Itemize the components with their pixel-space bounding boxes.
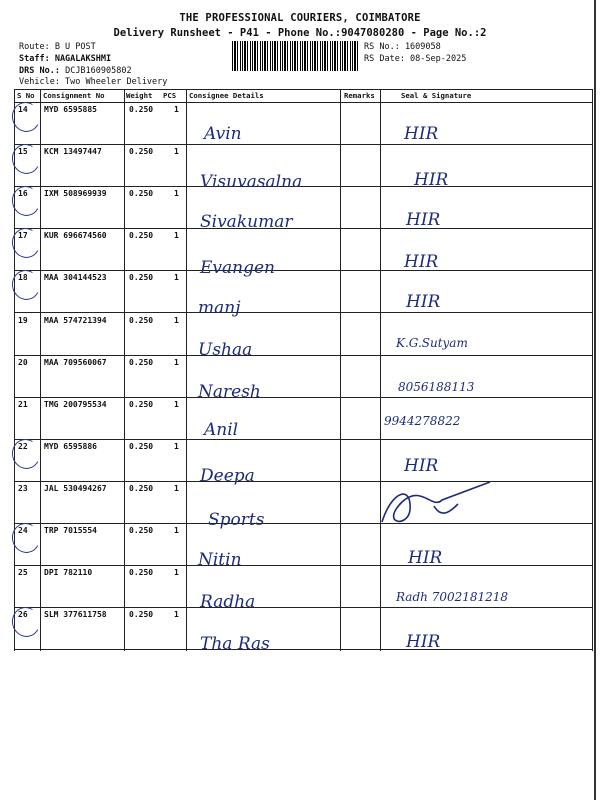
page-edge (594, 0, 596, 800)
scribble-stroke (382, 482, 490, 522)
table-row (14, 270, 592, 313)
row-sno: 22 (18, 442, 28, 451)
row-sno: 17 (18, 231, 28, 240)
handwritten-consignee-name: Nitin (198, 550, 242, 570)
table-row (14, 523, 592, 566)
row-weight: 0.250 (129, 399, 154, 409)
handwritten-consignee-name: Naresh (198, 382, 261, 402)
table-row (14, 228, 592, 271)
col-consignment: Consignment No (43, 91, 105, 100)
col-sno: S No (17, 91, 35, 100)
table-row (14, 186, 592, 229)
row-sno: 18 (18, 273, 28, 282)
row-pcs: 1 (174, 189, 179, 199)
row-weight: 0.250 (129, 526, 154, 535)
col-pcs: PCS (163, 91, 177, 100)
row-sno: 14 (18, 105, 28, 114)
handwritten-signature: HIR (414, 170, 449, 190)
row-weight: 0.250 (129, 568, 154, 578)
row-pcs: 1 (174, 568, 179, 578)
handwritten-consignee-name: Anil (204, 420, 239, 440)
table-row (14, 439, 592, 482)
row-consignment: MYD 6595885 (44, 105, 97, 114)
row-pcs: 1 (174, 273, 179, 283)
sno-circle-mark (9, 99, 44, 135)
row-weight: 0.250 (129, 105, 154, 114)
table-row (14, 144, 592, 187)
table-header (14, 89, 592, 103)
table-row (14, 355, 592, 398)
col-divider (592, 89, 593, 651)
sno-circle-mark (9, 604, 44, 640)
handwritten-signature: 9944278822 (384, 414, 461, 428)
sno-circle-mark (9, 225, 44, 261)
scribble-signature (372, 480, 502, 530)
handwritten-consignee-name: Radha (200, 592, 256, 612)
row-pcs: 1 (174, 105, 179, 114)
vehicle-label: Vehicle: Two Wheeler Delivery (19, 77, 168, 87)
row-sno: 20 (18, 357, 28, 367)
row-weight: 0.250 (129, 610, 154, 620)
handwritten-signature: K.G.Sutyam (396, 336, 468, 350)
table-row (14, 397, 592, 440)
row-pcs: 1 (174, 147, 179, 157)
row-consignment: JAL 530494267 (44, 483, 107, 493)
row-consignment: MAA 709560067 (44, 357, 107, 367)
handwritten-signature: HIR (404, 124, 439, 144)
sno-circle-mark (9, 267, 44, 303)
row-consignment: SLM 377611758 (44, 610, 107, 620)
row-consignment: KUR 696674560 (44, 231, 107, 241)
row-weight: 0.250 (129, 189, 154, 199)
handwritten-consignee-name: Sivakumar (200, 212, 293, 232)
row-consignment: IXM 508969939 (44, 189, 107, 199)
table-row (14, 102, 592, 145)
staff-label: Staff: NAGALAKSHMI (19, 54, 112, 64)
row-sno: 26 (18, 610, 28, 619)
row-weight: 0.250 (129, 441, 154, 451)
row-sno: 16 (18, 189, 28, 198)
row-pcs: 1 (174, 231, 179, 241)
sno-circle-mark (9, 436, 44, 472)
drs-value: DCJB160905802 (65, 66, 132, 76)
handwritten-signature: Radh 7002181218 (396, 590, 509, 604)
drs-row (19, 66, 132, 76)
row-pcs: 1 (174, 399, 179, 409)
row-pcs: 1 (174, 610, 179, 620)
handwritten-consignee-name: Sports (208, 510, 265, 530)
drs-label: DRS No.: (19, 66, 60, 76)
row-sno: 25 (18, 568, 28, 578)
handwritten-signature: 8056188113 (398, 380, 475, 394)
rs-number: RS No.: 1609058 (364, 42, 441, 52)
row-weight: 0.250 (129, 357, 154, 367)
handwritten-signature: HIR (406, 210, 441, 230)
row-consignment: MAA 304144523 (44, 273, 107, 283)
row-sno: 19 (18, 315, 28, 325)
row-consignment: TMG 200795534 (44, 399, 107, 409)
handwritten-signature: HIR (404, 456, 439, 476)
col-consignee: Consignee Details (189, 91, 264, 100)
row-weight: 0.250 (129, 147, 154, 157)
handwritten-consignee-name: Avin (204, 124, 242, 144)
row-consignment: DPI 782110 (44, 568, 93, 578)
row-pcs: 1 (174, 315, 179, 325)
rs-date: RS Date: 08-Sep-2025 (364, 54, 467, 64)
table-row (14, 607, 592, 650)
handwritten-signature: HIR (408, 548, 443, 568)
handwritten-consignee-name: Visuvasalna (200, 172, 303, 192)
table-row (14, 481, 592, 524)
sno-circle-mark (9, 141, 44, 177)
handwritten-consignee-name: manj (198, 298, 241, 318)
row-weight: 0.250 (129, 315, 154, 325)
row-sno: 23 (18, 483, 28, 493)
runsheet-title: Delivery Runsheet - P41 - Phone No.:9047080280 - Page No.:2 (113, 27, 487, 39)
sno-circle-mark (9, 183, 44, 219)
row-consignment: MAA 574721394 (44, 315, 107, 325)
row-pcs: 1 (174, 357, 179, 367)
row-consignment: TRP 7015554 (44, 526, 97, 535)
handwritten-signature: HIR (406, 632, 441, 652)
handwritten-consignee-name: Ushaa (198, 340, 253, 360)
col-remarks: Remarks (344, 91, 375, 100)
col-weight: Weight (126, 91, 153, 100)
row-sno: 24 (18, 526, 28, 535)
row-pcs: 1 (174, 483, 179, 493)
row-weight: 0.250 (129, 231, 154, 241)
row-pcs: 1 (174, 526, 179, 535)
row-weight: 0.250 (129, 483, 154, 493)
route-label: Route: B U POST (19, 42, 96, 52)
sno-circle-mark (9, 520, 44, 556)
company-title: THE PROFESSIONAL COURIERS, COIMBATORE (179, 12, 421, 24)
col-seal: Seal & Signature (401, 91, 472, 100)
row-sno: 21 (18, 399, 28, 409)
table-row (14, 313, 592, 356)
handwritten-signature: HIR (404, 252, 439, 272)
row-consignment: MYD 6595886 (44, 441, 97, 451)
row-consignment: KCM 13497447 (44, 147, 102, 157)
barcode-image (232, 41, 358, 71)
handwritten-consignee-name: Evangen (200, 258, 275, 278)
row-pcs: 1 (174, 441, 179, 451)
handwritten-consignee-name: Deepa (200, 466, 255, 486)
handwritten-signature: HIR (406, 292, 441, 312)
row-weight: 0.250 (129, 273, 154, 283)
row-sno: 15 (18, 147, 28, 156)
handwritten-consignee-name: Tha Ras (200, 634, 270, 654)
